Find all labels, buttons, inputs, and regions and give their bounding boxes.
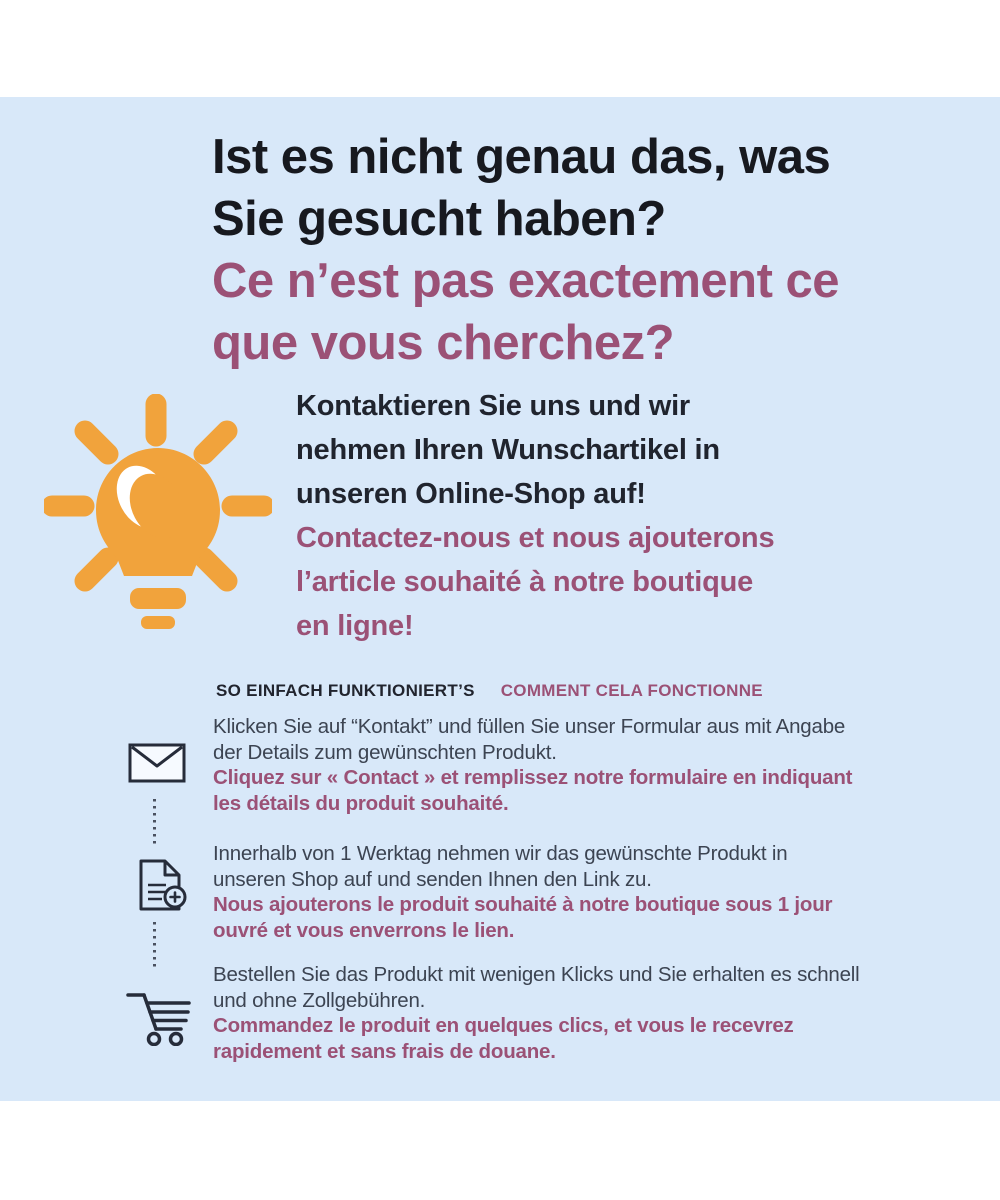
step-3-german-line-2: und ohne Zollgebühren. xyxy=(213,988,426,1012)
heading-german-line-2: Sie gesucht haben? xyxy=(212,192,666,246)
step-1-text xyxy=(213,714,852,816)
heading-french-line-2: que vous cherchez? xyxy=(212,316,675,370)
lead-french-line-2: l’article souhaité à notre boutique xyxy=(296,566,754,598)
heading-german xyxy=(212,126,830,250)
lead-german-line-1: Kontaktieren Sie uns und wir xyxy=(296,390,691,422)
heading-french-line-1: Ce n’est pas exactement ce xyxy=(212,254,840,308)
lead-french-line-3: en ligne! xyxy=(296,610,414,642)
how-it-works-title-german: SO EINFACH FUNKTIONIERT’S xyxy=(216,681,475,700)
lead-german-line-3: unseren Online-Shop auf! xyxy=(296,478,646,510)
how-it-works-title xyxy=(216,681,763,701)
step-1-french-line-2: les détails du produit souhaité. xyxy=(213,791,509,815)
step-3-text xyxy=(213,962,860,1064)
how-it-works-title-french: COMMENT CELA FONCTIONNE xyxy=(500,681,763,700)
heading-german-line-1: Ist es nicht genau das, was xyxy=(212,130,831,184)
dotted-separator-1 xyxy=(153,799,156,844)
step-1-german-line-1: Klicken Sie auf “Kontakt” und füllen Sie unser Formular aus mit Angabe xyxy=(213,715,846,738)
lead-french-line-1: Contactez-nous et nous ajouterons xyxy=(296,522,775,554)
step-2-text xyxy=(213,841,832,943)
lead-german xyxy=(296,384,720,516)
lightbulb-icon xyxy=(44,394,272,634)
dotted-separator-2 xyxy=(153,922,156,967)
step-1-french-line-1: Cliquez sur « Contact » et remplissez notre formulaire en indiquant xyxy=(213,766,853,790)
step-2-german-line-2: unseren Shop auf und senden Ihnen den Link zu. xyxy=(213,867,652,891)
step-2-french-line-1: Nous ajouterons le produit souhaité à notre boutique sous 1 jour xyxy=(213,893,833,917)
step-3-german-line-1: Bestellen Sie das Produkt mit wenigen Klicks und Sie erhalten es schnell xyxy=(213,963,860,986)
heading-french xyxy=(212,250,839,374)
step-3-french-line-1: Commandez le produit en quelques clics, et vous le recevrez xyxy=(213,1014,794,1038)
step-2-german-line-1: Innerhalb von 1 Werktag nehmen wir das gewünschte Produkt in xyxy=(213,842,788,865)
envelope-icon xyxy=(128,743,186,783)
cart-icon xyxy=(123,988,195,1046)
lead-german-line-2: nehmen Ihren Wunschartikel in xyxy=(296,434,720,466)
lead-french xyxy=(296,516,774,648)
step-2-french-line-2: ouvré et vous enverrons le lien. xyxy=(213,918,515,942)
step-1-german-line-2: der Details zum gewünschten Produkt. xyxy=(213,740,557,764)
document-add-icon xyxy=(132,858,188,914)
step-3-french-line-2: rapidement et sans frais de douane. xyxy=(213,1039,556,1063)
